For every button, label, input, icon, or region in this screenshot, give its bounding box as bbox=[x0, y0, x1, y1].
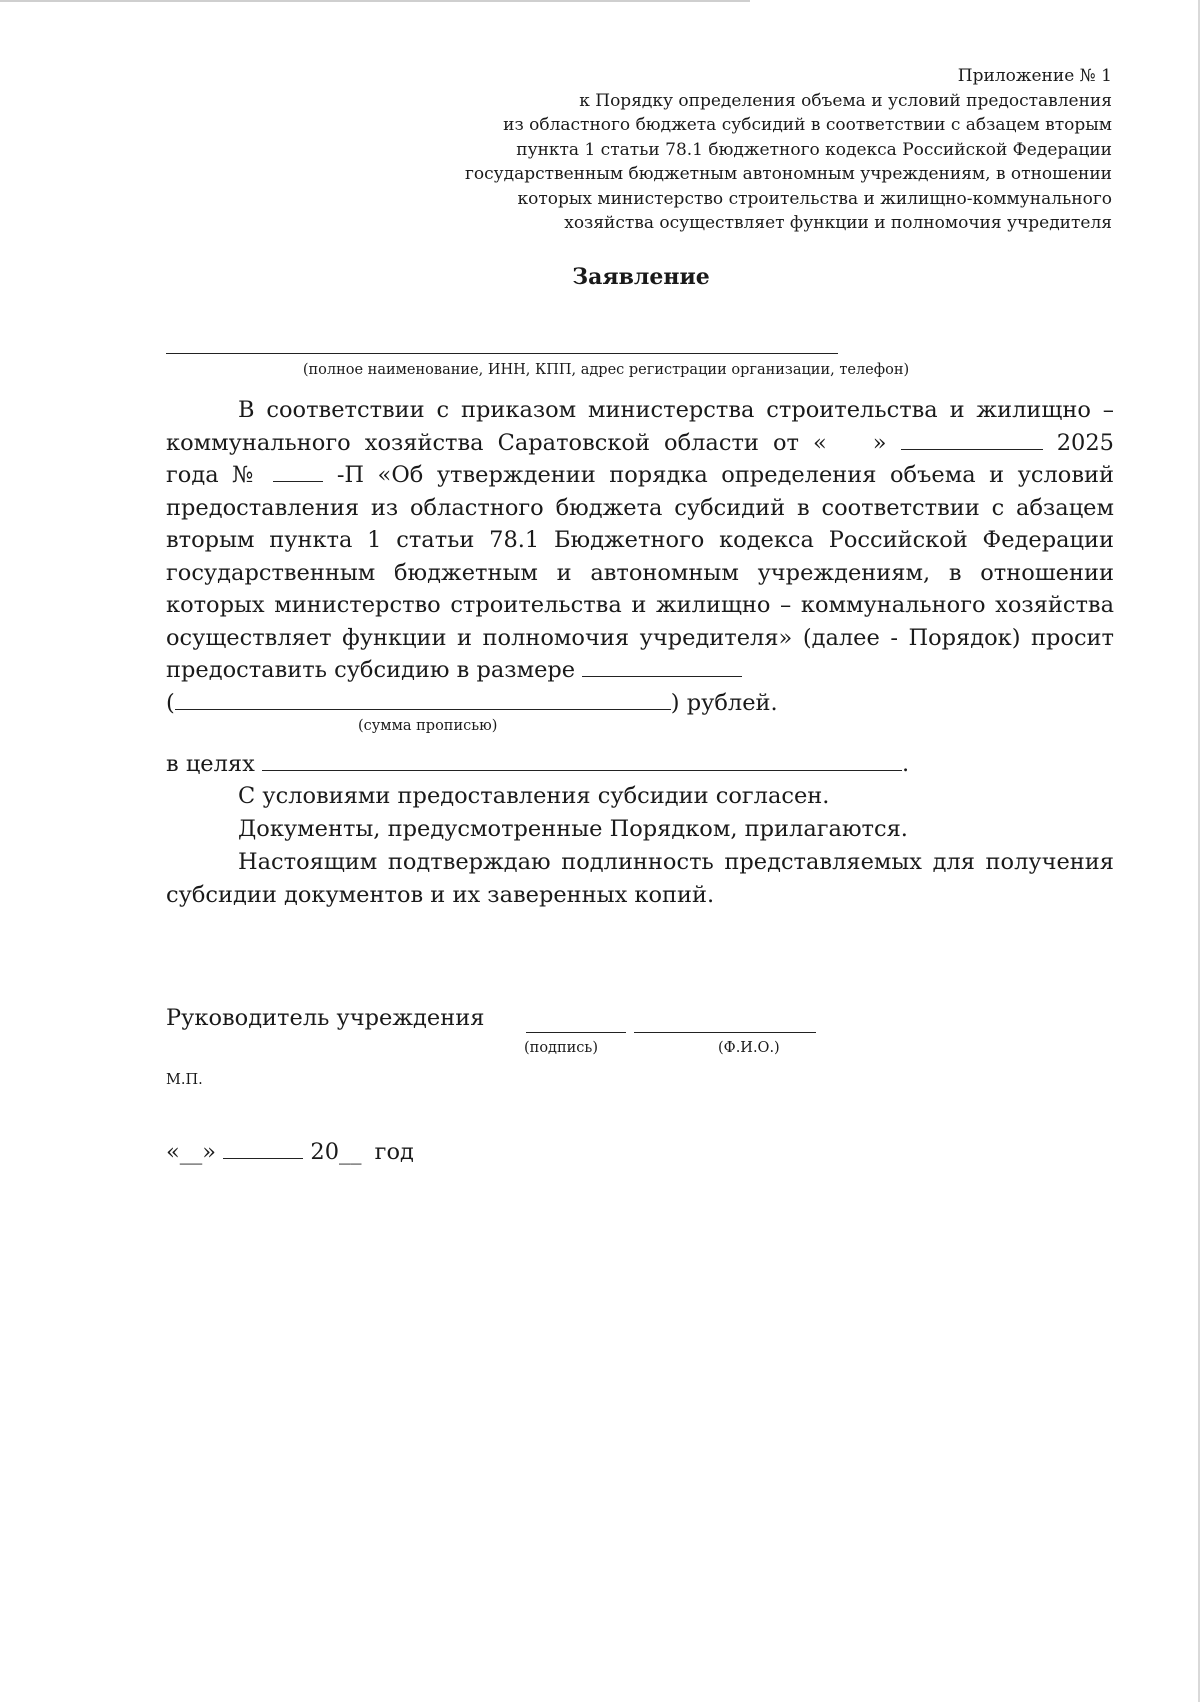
annex-line-2: к Порядку определения объема и условий предоставления bbox=[579, 90, 1112, 111]
order-month-blank[interactable] bbox=[901, 427, 1043, 450]
amount-rubles: ) рублей. bbox=[670, 689, 778, 716]
annex-line-7: хозяйства осуществляет функции и полномочия учредителя bbox=[564, 213, 1112, 233]
signature-blank[interactable] bbox=[526, 1032, 626, 1033]
subsidy-amount-words-blank[interactable] bbox=[175, 687, 671, 710]
main-text-part-1: В соответствии с приказом министерства строительства и жилищно – коммунального хозяйства Саратовской области от « bbox=[166, 397, 1114, 456]
annex-line-1: Приложение № 1 bbox=[957, 66, 1112, 86]
stamp-place-label: М.П. bbox=[166, 1072, 203, 1088]
order-number-blank[interactable] bbox=[273, 459, 323, 482]
purpose-label: в целях bbox=[166, 751, 255, 777]
date-quote-close: » bbox=[202, 1139, 217, 1165]
purpose-end: . bbox=[901, 751, 910, 777]
documents-text: Документы, предусмотренные Порядком, прилагаются. bbox=[238, 816, 908, 842]
annex-line-6: которых министерство строительства и жилищно-коммунального bbox=[517, 188, 1112, 209]
order-year: 2025 bbox=[1056, 429, 1114, 456]
date-year-suffix: год bbox=[374, 1139, 414, 1165]
main-text-part-3: -П «Об утверждении порядка определения объема и условий предоставления из областного бюджета субсидий в соответствии с абзацем вторым пункта 1 статьи 78.1 Бюджетного кодекса Российской Федерации государственным бюджетным и автономным учреждениям, в отношении которых министерство строительства и жилищно – коммунального хозяйства осуществляет функции и полномочия учредителя» (далее - Порядок) просит предоставить субсидию в размере bbox=[166, 462, 1114, 683]
confirm-text: Настоящим подтверждаю подлинность представляемых для получения субсидии документов и их заверенных копий. bbox=[166, 849, 1114, 908]
annex-line-3: из областного бюджета субсидий в соответствии с абзацем вторым bbox=[503, 115, 1112, 135]
date-line bbox=[166, 1136, 414, 1165]
annex-line-5: государственным бюджетным автономным учреждениям, в отношении bbox=[464, 164, 1112, 184]
agreement-paragraph bbox=[166, 780, 1114, 813]
date-day-blank[interactable]: __ bbox=[179, 1139, 203, 1165]
date-year-blank[interactable]: __ bbox=[339, 1139, 362, 1165]
signature-hint: (подпись) bbox=[524, 1040, 598, 1056]
amount-words-hint: (сумма прописью) bbox=[358, 718, 498, 734]
order-day-blank[interactable] bbox=[827, 428, 873, 450]
documents-paragraph bbox=[166, 813, 1114, 846]
confirm-paragraph bbox=[166, 846, 1114, 911]
date-century: 20 bbox=[310, 1139, 340, 1165]
purpose-blank[interactable] bbox=[262, 748, 902, 771]
document-title: Заявление bbox=[572, 264, 710, 290]
subsidy-amount-blank[interactable] bbox=[582, 654, 742, 677]
head-signature-label: Руководитель учреждения bbox=[166, 1005, 485, 1031]
full-name-blank[interactable] bbox=[634, 1032, 816, 1033]
main-text-part-2: года № bbox=[166, 462, 260, 488]
main-text-quote-close: » bbox=[872, 429, 887, 456]
full-name-hint: (Ф.И.О.) bbox=[718, 1040, 780, 1056]
organization-field-hint: (полное наименование, ИНН, КПП, адрес регистрации организации, телефон) bbox=[302, 362, 910, 378]
agreement-text: С условиями предоставления субсидии согласен. bbox=[238, 783, 830, 809]
date-quote-open: « bbox=[166, 1139, 180, 1165]
date-month-blank[interactable] bbox=[223, 1136, 303, 1159]
organization-field-line[interactable] bbox=[166, 353, 838, 354]
purpose-line bbox=[166, 748, 909, 777]
annex-header bbox=[352, 64, 1112, 236]
annex-line-4: пункта 1 статьи 78.1 бюджетного кодекса Российской Федерации bbox=[516, 139, 1112, 160]
amount-words-open: ( bbox=[166, 689, 175, 716]
scan-edge-top bbox=[0, 0, 750, 2]
main-paragraph bbox=[166, 394, 1114, 719]
